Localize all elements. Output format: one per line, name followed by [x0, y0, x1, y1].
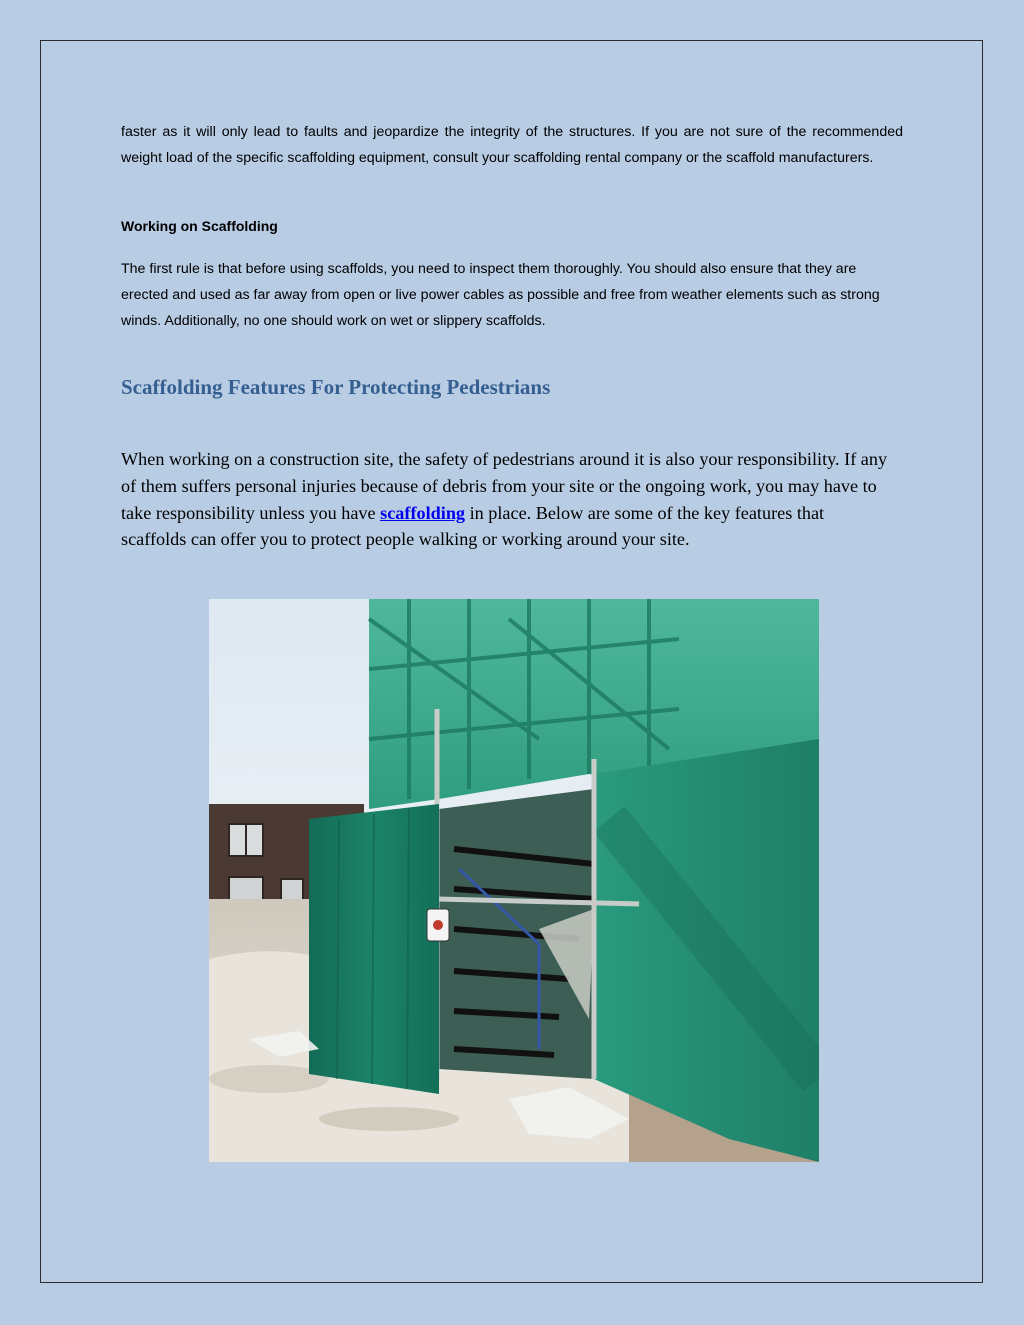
pedestrian-safety-paragraph — [121, 446, 891, 553]
scaffolding-photo — [209, 599, 819, 1162]
scaffolding-photo-illustration — [209, 599, 819, 1162]
scaffolding-link[interactable]: scaffolding — [380, 502, 466, 523]
intro-paragraph: faster as it will only lead to faults and jeopardize the integrity of the structures. If you are not sure of the recommended weight load of the specific scaffolding equipment, consult your scaffolding rental company or the scaffold manufacturers. — [121, 124, 903, 166]
working-on-scaffolding-paragraph: The first rule is that before using scaffolds, you need to inspect them thoroughly. You should also ensure that they are erected and used as far away from open or live power cables as possible and free from weather elements such as strong winds. Additionally, no one should work on wet or slippery scaffolds. — [121, 261, 880, 329]
paragraph-text-before-link: When working on a construction site, the safety of pedestrians around it is also your responsibility. If any of them suffers personal injuries because of debris from your site or the ongoing work, you may have to take responsibility unless you have — [121, 449, 888, 523]
section-heading: Scaffolding Features For Protecting Pedestrians — [121, 375, 551, 399]
working-on-scaffolding-heading: Working on Scaffolding — [121, 218, 278, 234]
paragraph-text-after-link: in place. Below are some of the key features that scaffolds can offer you to protect people walking or working around your site. — [121, 502, 825, 550]
